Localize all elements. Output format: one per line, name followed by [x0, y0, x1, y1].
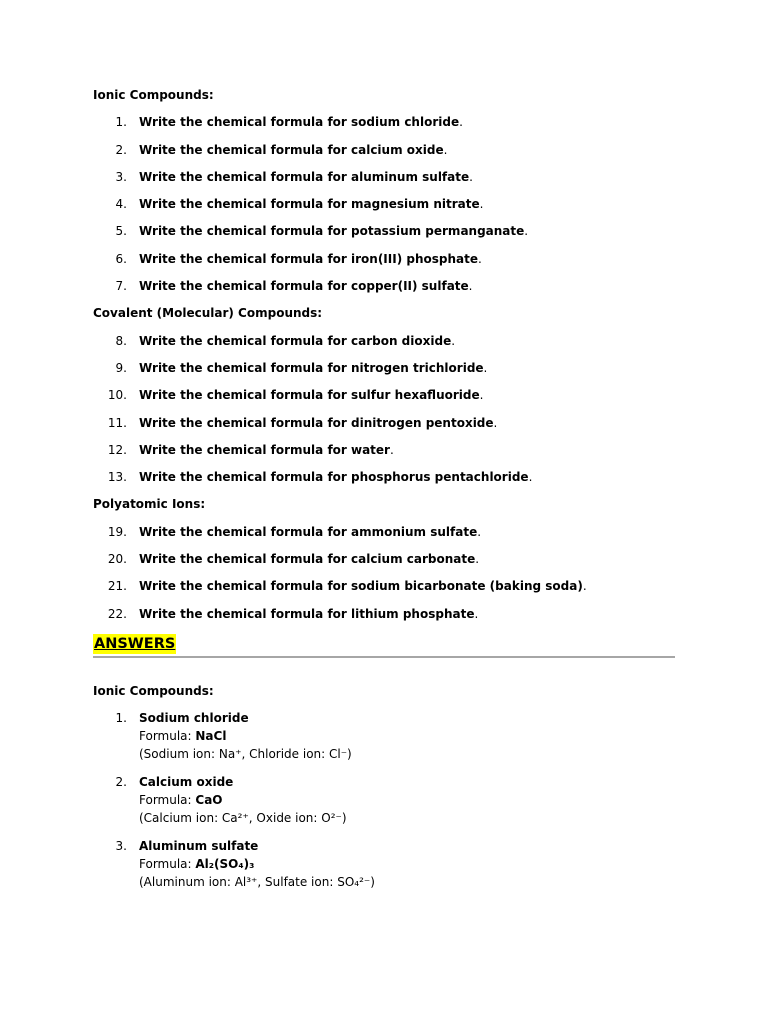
list-item: [93, 277, 675, 296]
question-list-covalent: [93, 332, 675, 487]
list-item: [93, 709, 675, 763]
list-item: [93, 550, 675, 569]
question-text: Write the chemical formula for carbon dioxide: [139, 333, 452, 348]
item-number: 8.: [115, 333, 127, 348]
item-number: 2.: [115, 775, 127, 790]
list-item: [93, 386, 675, 405]
question-period: .: [483, 360, 488, 375]
answers-title: ANSWERS: [94, 636, 176, 652]
question-text: Write the chemical formula for sodium bicarbonate (baking soda): [139, 579, 583, 594]
section-heading-polyatomic: Polyatomic Ions:: [93, 497, 206, 512]
list-item: [93, 441, 675, 460]
item-number: 3.: [115, 839, 127, 854]
list-item: [93, 523, 675, 542]
horizontal-divider: [93, 656, 675, 658]
question-text: Write the chemical formula for lithium phosphate: [139, 606, 475, 621]
formula-label: Formula:: [139, 857, 196, 872]
answers-section: [93, 682, 675, 901]
questions-section: [93, 86, 675, 632]
question-text: Write the chemical formula for water: [139, 442, 390, 457]
question-text: Write the chemical formula for dinitrogen pentoxide: [139, 415, 494, 430]
question-period: .: [479, 197, 484, 212]
item-number: 4.: [115, 197, 127, 212]
item-number: 10.: [107, 388, 127, 403]
item-number: 12.: [107, 442, 127, 457]
question-period: .: [477, 524, 482, 539]
question-period: .: [459, 115, 463, 130]
question-period: .: [477, 251, 482, 266]
item-number: 1.: [115, 711, 127, 726]
formula-line: [139, 791, 675, 809]
question-period: .: [582, 579, 587, 594]
item-number: 21.: [107, 579, 127, 594]
item-number: 13.: [107, 470, 127, 485]
question-period: .: [528, 470, 533, 485]
list-item: [93, 195, 675, 214]
question-period: .: [475, 552, 480, 567]
question-text: Write the chemical formula for calcium oxide: [139, 142, 444, 157]
list-item: [93, 577, 675, 596]
question-period: .: [493, 415, 498, 430]
section-heading-ionic: Ionic Compounds:: [93, 88, 214, 102]
list-item: [93, 773, 675, 827]
list-item: [93, 113, 675, 132]
section-heading-covalent: Covalent (Molecular) Compounds:: [93, 306, 323, 321]
ions-line: (Aluminum ion: Al³⁺, Sulfate ion: SO₄²⁻): [139, 875, 375, 890]
section-heading-ionic-answers: Ionic Compounds:: [93, 684, 214, 698]
list-item: [93, 837, 675, 891]
question-period: .: [389, 442, 394, 457]
question-period: .: [451, 333, 456, 348]
item-number: 1.: [115, 115, 127, 130]
question-list-polyatomic: [93, 523, 675, 624]
formula-value: Al₂(SO₄)₃: [195, 857, 255, 872]
list-item: [93, 468, 675, 487]
answer-list: [93, 709, 675, 891]
question-period: .: [468, 279, 473, 294]
formula-value: CaO: [195, 793, 223, 808]
formula-line: [139, 727, 675, 745]
formula-value: NaCl: [195, 729, 227, 744]
item-number: 20.: [107, 552, 127, 567]
compound-name: Aluminum sulfate: [139, 839, 259, 854]
item-number: 6.: [115, 251, 127, 266]
answers-heading: [93, 634, 675, 656]
question-text: Write the chemical formula for magnesium nitrate: [139, 197, 480, 212]
list-item: [93, 359, 675, 378]
list-item: [93, 222, 675, 241]
question-period: .: [443, 142, 448, 157]
list-item: [93, 141, 675, 160]
item-number: 9.: [115, 360, 127, 375]
question-text: Write the chemical formula for iron(III) phosphate: [139, 251, 478, 266]
question-text: Write the chemical formula for ammonium sulfate: [139, 524, 478, 539]
ions-line: (Calcium ion: Ca²⁺, Oxide ion: O²⁻): [139, 811, 347, 826]
question-period: .: [479, 388, 484, 403]
formula-label: Formula:: [139, 729, 196, 744]
list-item: [93, 332, 675, 351]
item-number: 19.: [107, 524, 127, 539]
item-number: 3.: [115, 169, 127, 184]
item-number: 7.: [115, 279, 127, 294]
question-text: Write the chemical formula for sulfur hexafluoride: [139, 388, 480, 403]
ions-line: (Sodium ion: Na⁺, Chloride ion: Cl⁻): [139, 747, 352, 762]
list-item: [93, 414, 675, 433]
question-list-ionic: [93, 113, 675, 296]
question-text: Write the chemical formula for aluminum sulfate: [139, 169, 470, 184]
question-text: Write the chemical formula for sodium chloride: [139, 115, 460, 130]
question-text: Write the chemical formula for calcium carbonate: [139, 552, 476, 567]
formula-line: [139, 855, 675, 873]
question-period: .: [474, 606, 479, 621]
compound-name: Sodium chloride: [139, 711, 249, 726]
list-item: [93, 168, 675, 187]
question-text: Write the chemical formula for nitrogen trichloride: [139, 360, 484, 375]
compound-name: Calcium oxide: [139, 775, 234, 790]
formula-label: Formula:: [139, 793, 196, 808]
question-text: Write the chemical formula for copper(II) sulfate: [139, 279, 469, 294]
list-item: [93, 250, 675, 269]
list-item: [93, 605, 675, 624]
question-period: .: [524, 224, 529, 239]
question-period: .: [469, 169, 473, 184]
item-number: 2.: [115, 142, 127, 157]
item-number: 5.: [115, 224, 127, 239]
item-number: 22.: [107, 606, 127, 621]
question-text: Write the chemical formula for phosphorus pentachloride: [139, 470, 529, 485]
question-text: Write the chemical formula for potassium permanganate: [139, 224, 525, 239]
item-number: 11.: [107, 415, 127, 430]
